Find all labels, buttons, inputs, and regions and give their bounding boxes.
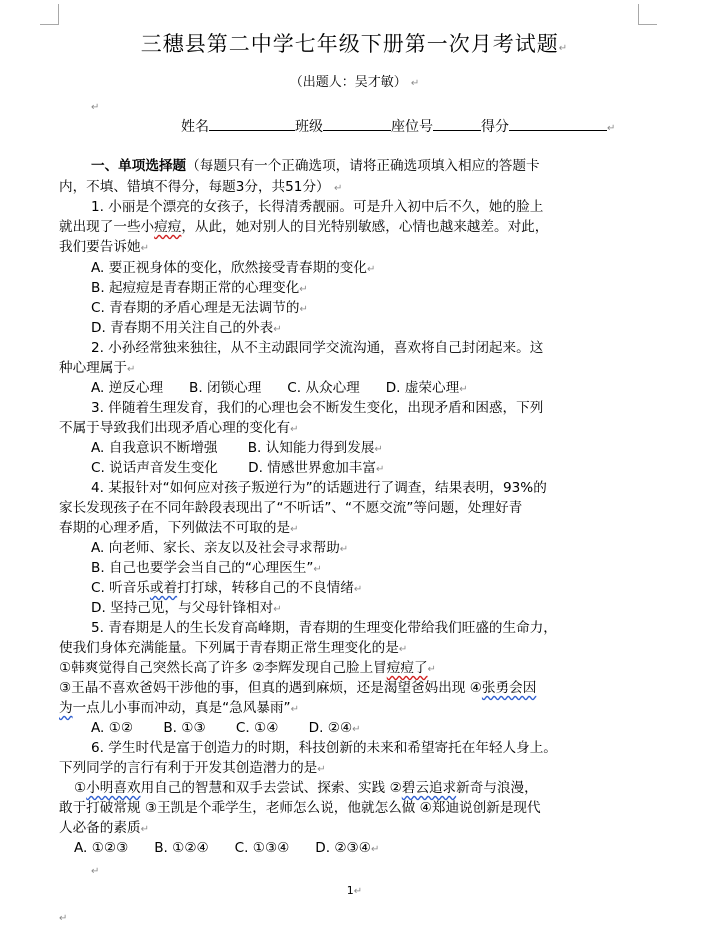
question-4-line-1: 4. 某报针对“如何应对孩子叛逆行为”的话题进行了调查，结果表明，93%的 — [91, 480, 547, 496]
question-1-option-a: A. 要正视身体的变化，欣然接受青春期的变化↵ — [91, 260, 376, 276]
question-1-line-3: 我们要告诉她↵ — [59, 239, 149, 255]
question-4-option-c: C. 听音乐或着打打球，转移自己的不良情绪↵ — [91, 580, 363, 596]
crop-mark-top-left — [40, 4, 59, 25]
question-5-line-4: ③王晶不喜欢爸妈干涉他的事，但真的遇到麻烦，还是渴望爸妈出现 ④张勇会因 — [59, 680, 537, 696]
score-label: 得分 — [481, 119, 509, 135]
class-blank[interactable] — [323, 116, 391, 131]
question-1-option-d: D. 青春期不用关注自己的外表↵ — [91, 320, 282, 336]
question-6-line-2: 下列同学的言行有利于开发其创造潜力的是↵ — [59, 760, 326, 776]
question-1-line-2: 就出现了一些小痘痘，从此，她对别人的目光特别敏感，心情也越来越差。对此， — [59, 219, 549, 235]
question-6-line-4: 敢于打破常规 ③王凯是个乖学生，老师怎么说，他就怎么做 ④郑迪说创新是现代 — [59, 800, 541, 816]
page-number: 1↵ — [346, 884, 363, 897]
question-3-line-1: 3. 伴随着生理发育，我们的心理也会不断发生变化，出现矛盾和困惑，下列 — [91, 400, 544, 416]
question-1-line-1: 1. 小丽是个漂亮的女孩子，长得清秀靓丽。可是升入初中后不久，她的脸上 — [91, 199, 544, 215]
name-blank[interactable] — [209, 116, 295, 131]
question-5-line-1: 5. 青春期是人的生长发育高峰期，青春期的生理变化带给我们旺盛的生命力， — [91, 620, 557, 636]
question-6-line-3: ①小明喜欢用自己的智慧和双手去尝试、探索、实践 ②碧云追求新奇与浪漫， — [74, 780, 538, 796]
question-4-option-a: A. 向老师、家长、亲友以及社会寻求帮助↵ — [91, 540, 349, 556]
student-info-fields: 姓名 班级 座位号 得分 ↵ — [181, 116, 615, 136]
section-heading: 一、单项选择题（每题只有一个正确选项，请将正确选项填入相应的答题卡 — [91, 158, 540, 174]
section-instruction: 内，不填、错填不得分，每题3分，共51分） ↵ — [59, 179, 343, 195]
seat-blank[interactable] — [433, 116, 481, 131]
seat-label: 座位号 — [391, 119, 433, 135]
crop-mark-top-right — [638, 4, 657, 25]
empty-paragraph: ↵ — [91, 866, 100, 877]
question-4-line-2: 家长发现孩子在不同年龄段表现出了“不听话”、“不愿交流”等问题，处理好青 — [59, 500, 523, 516]
question-5-line-3: ①韩爽觉得自己突然长高了许多 ②李辉发现自己脸上冒痘痘了↵ — [59, 660, 436, 676]
question-6-line-1: 6. 学生时代是富于创造力的时期，科技创新的未来和希望寄托在年轻人身上。 — [91, 740, 557, 756]
exam-author: （出题人：吴才敏） ↵ — [289, 75, 420, 90]
question-6-options: A. ①②③ B. ①②④ C. ①③④ D. ②③④↵ — [74, 840, 380, 856]
end-paragraph-mark: ↵ — [59, 913, 68, 924]
question-2-line-2: 种心理属于↵ — [59, 360, 136, 376]
name-label: 姓名 — [181, 119, 209, 135]
question-1-option-c: C. 青春期的矛盾心理是无法调节的↵ — [91, 300, 308, 316]
empty-paragraph: ↵ — [91, 102, 100, 113]
class-label: 班级 — [295, 119, 323, 135]
question-6-line-5: 人必备的素质↵ — [59, 820, 149, 836]
question-4-option-d: D. 坚持己见，与父母针锋相对↵ — [91, 600, 282, 616]
question-4-option-b: B. 自己也要学会当自己的“心理医生”↵ — [91, 560, 322, 576]
question-3-options-cd: C. 说话声音发生变化 D. 情感世界愈加丰富↵ — [91, 460, 385, 476]
question-5-line-5: 为一点儿小事而冲动，真是“急风暴雨”↵ — [59, 700, 299, 716]
question-1-option-b: B. 起痘痘是青春期正常的心理变化↵ — [91, 280, 308, 296]
exam-title: 三穗县第二中学七年级下册第一次月考试题↵ — [140, 32, 569, 56]
question-3-options-ab: A. 自我意识不断增强 B. 认知能力得到发展↵ — [91, 440, 383, 456]
score-blank[interactable] — [509, 116, 607, 131]
question-5-line-2: 使我们身体充满能量。下列属于青春期正常生理变化的是↵ — [59, 640, 408, 656]
question-5-options: A. ①② B. ①③ C. ①④ D. ②④↵ — [91, 720, 361, 736]
question-2-options: A. 逆反心理 B. 闭锁心理 C. 从众心理 D. 虚荣心理↵ — [91, 380, 468, 396]
question-3-line-2: 不属于导致我们出现矛盾心理的变化有↵ — [59, 420, 299, 436]
question-2-line-1: 2. 小孙经常独来独往，从不主动跟同学交流沟通，喜欢将自己封闭起来。这 — [91, 340, 544, 356]
question-4-line-3: 春期的心理矛盾，下列做法不可取的是↵ — [59, 520, 299, 536]
